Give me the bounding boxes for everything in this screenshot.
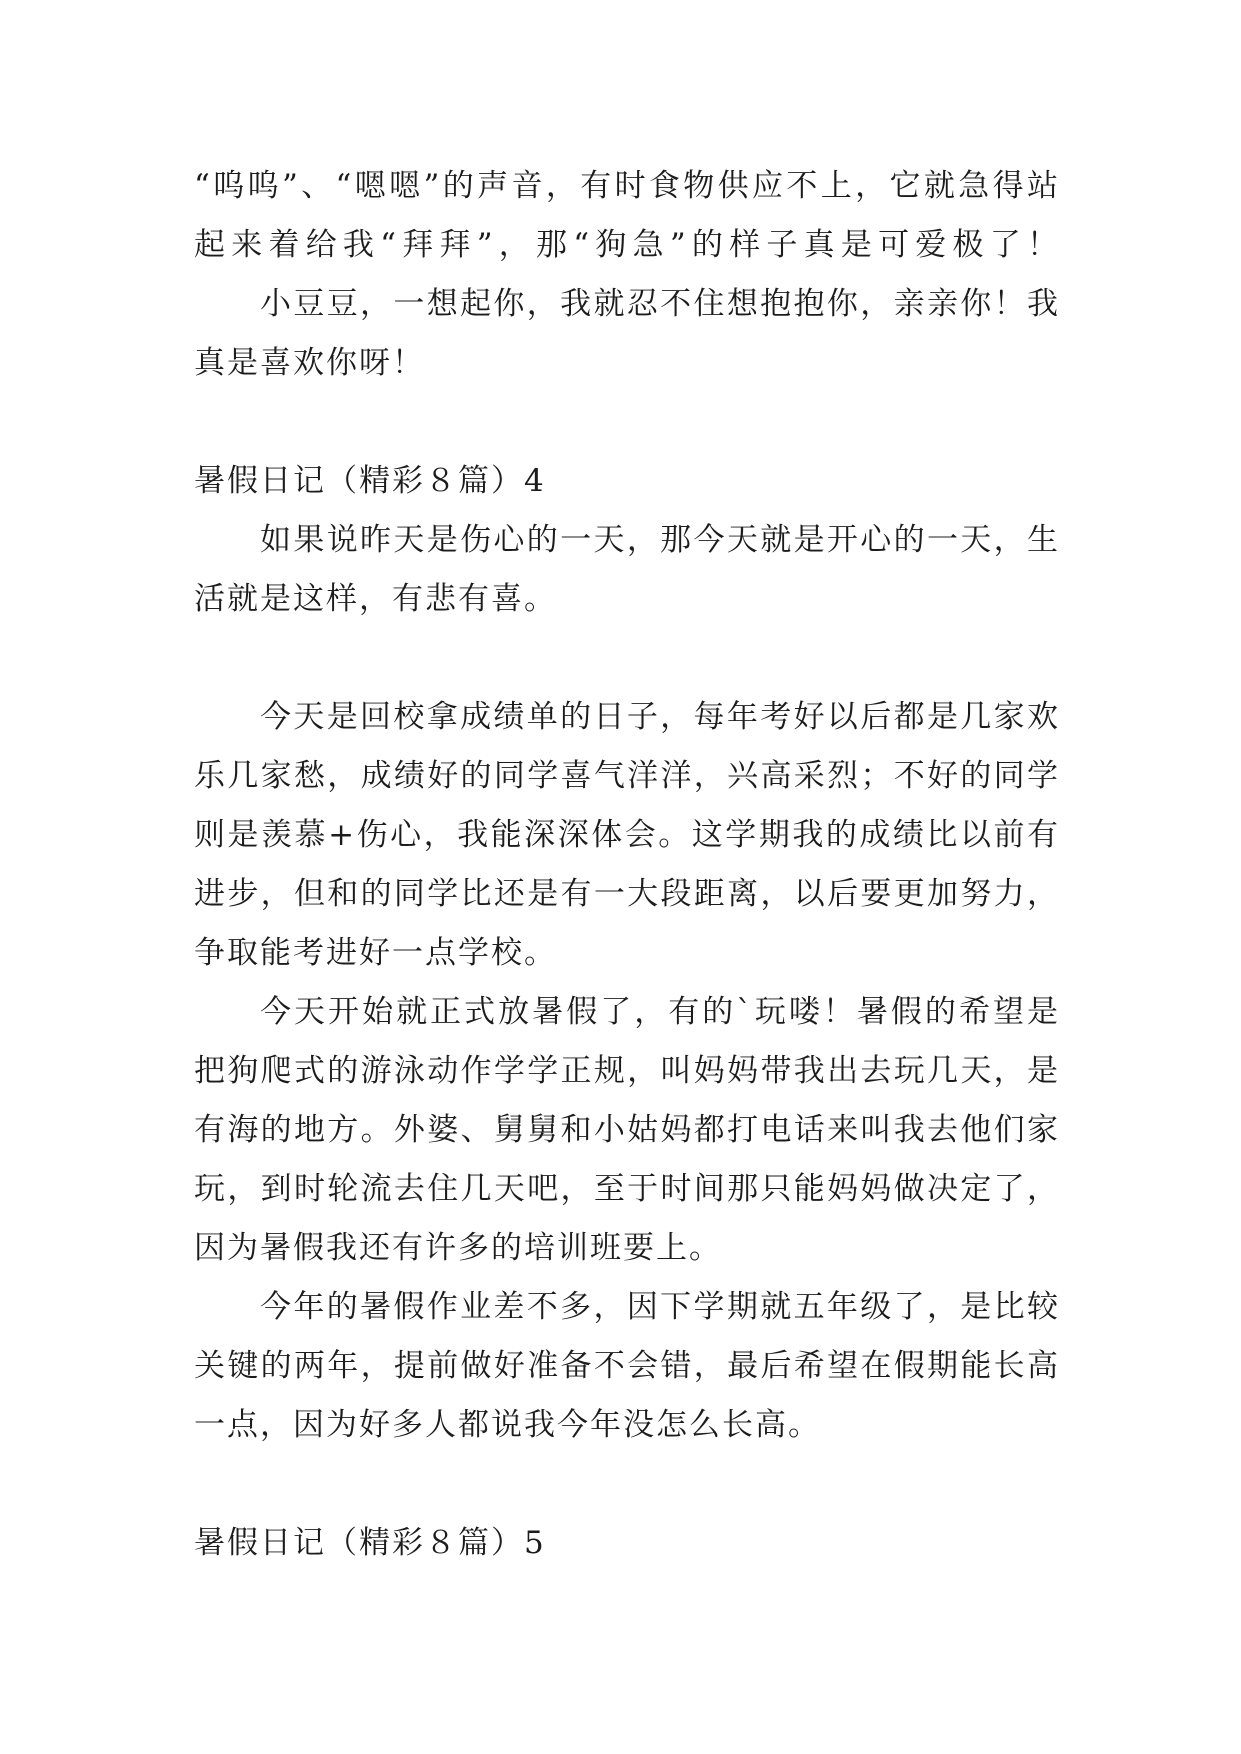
text-line: 小豆豆，一想起你，我就忍不住想抱抱你，亲亲你！我 <box>260 286 1060 322</box>
text-line: 则是羡慕+伤心，我能深深体会。这学期我的成绩比以前有 <box>194 817 1060 853</box>
text-line: 真是喜欢你呀！ <box>194 345 425 381</box>
text-line: 因为暑假我还有许多的培训班要上。 <box>194 1230 722 1266</box>
diary-section <box>194 1514 1060 1573</box>
document-body <box>194 157 1060 1573</box>
text-line: 今天开始就正式放暑假了，有的`玩喽！暑假的希望是 <box>260 994 1060 1030</box>
text-line: 如果说昨天是伤心的一天，那今天就是开心的一天，生 <box>260 522 1060 558</box>
text-line: 争取能考进好一点学校。 <box>194 935 557 971</box>
paragraph <box>194 275 1060 393</box>
text-line: 乐几家愁，成绩好的同学喜气洋洋，兴高采烈；不好的同学 <box>194 758 1060 794</box>
text-line: 把狗爬式的游泳动作学学正规，叫妈妈带我出去玩几天，是 <box>194 1053 1060 1089</box>
blank-line <box>194 393 1060 452</box>
text-line: 关键的两年，提前做好准备不会错，最后希望在假期能长高 <box>194 1348 1060 1384</box>
text-line: 有海的地方。外婆、舅舅和小姑妈都打电话来叫我去他们家 <box>194 1112 1060 1148</box>
blank-line <box>194 1455 1060 1514</box>
blank-line <box>194 629 1060 688</box>
text-line: 今年的暑假作业差不多，因下学期就五年级了，是比较 <box>260 1289 1060 1325</box>
paragraph <box>194 688 1060 983</box>
text-line: 起来着给我“拜拜”，那“狗急”的样子真是可爱极了！ <box>194 227 1060 263</box>
text-line: 一点，因为好多人都说我今年没怎么长高。 <box>194 1407 821 1443</box>
paragraph <box>194 511 1060 629</box>
text-line: “呜呜”、“嗯嗯”的声音，有时食物供应不上，它就急得站 <box>194 168 1060 204</box>
paragraph <box>194 157 1060 275</box>
section-heading: 暑假日记（精彩８篇）4 <box>194 463 546 499</box>
text-line: 活就是这样，有悲有喜。 <box>194 581 557 617</box>
text-line: 进步，但和的同学比还是有一大段距离，以后要更加努力， <box>194 876 1060 912</box>
text-line: 今天是回校拿成绩单的日子，每年考好以后都是几家欢 <box>260 699 1060 735</box>
paragraph <box>194 1278 1060 1455</box>
section-heading: 暑假日记（精彩８篇）5 <box>194 1525 546 1561</box>
text-line: 玩，到时轮流去住几天吧，至于时间那只能妈妈做决定了， <box>194 1171 1060 1207</box>
paragraph <box>194 983 1060 1278</box>
diary-section <box>194 452 1060 1455</box>
